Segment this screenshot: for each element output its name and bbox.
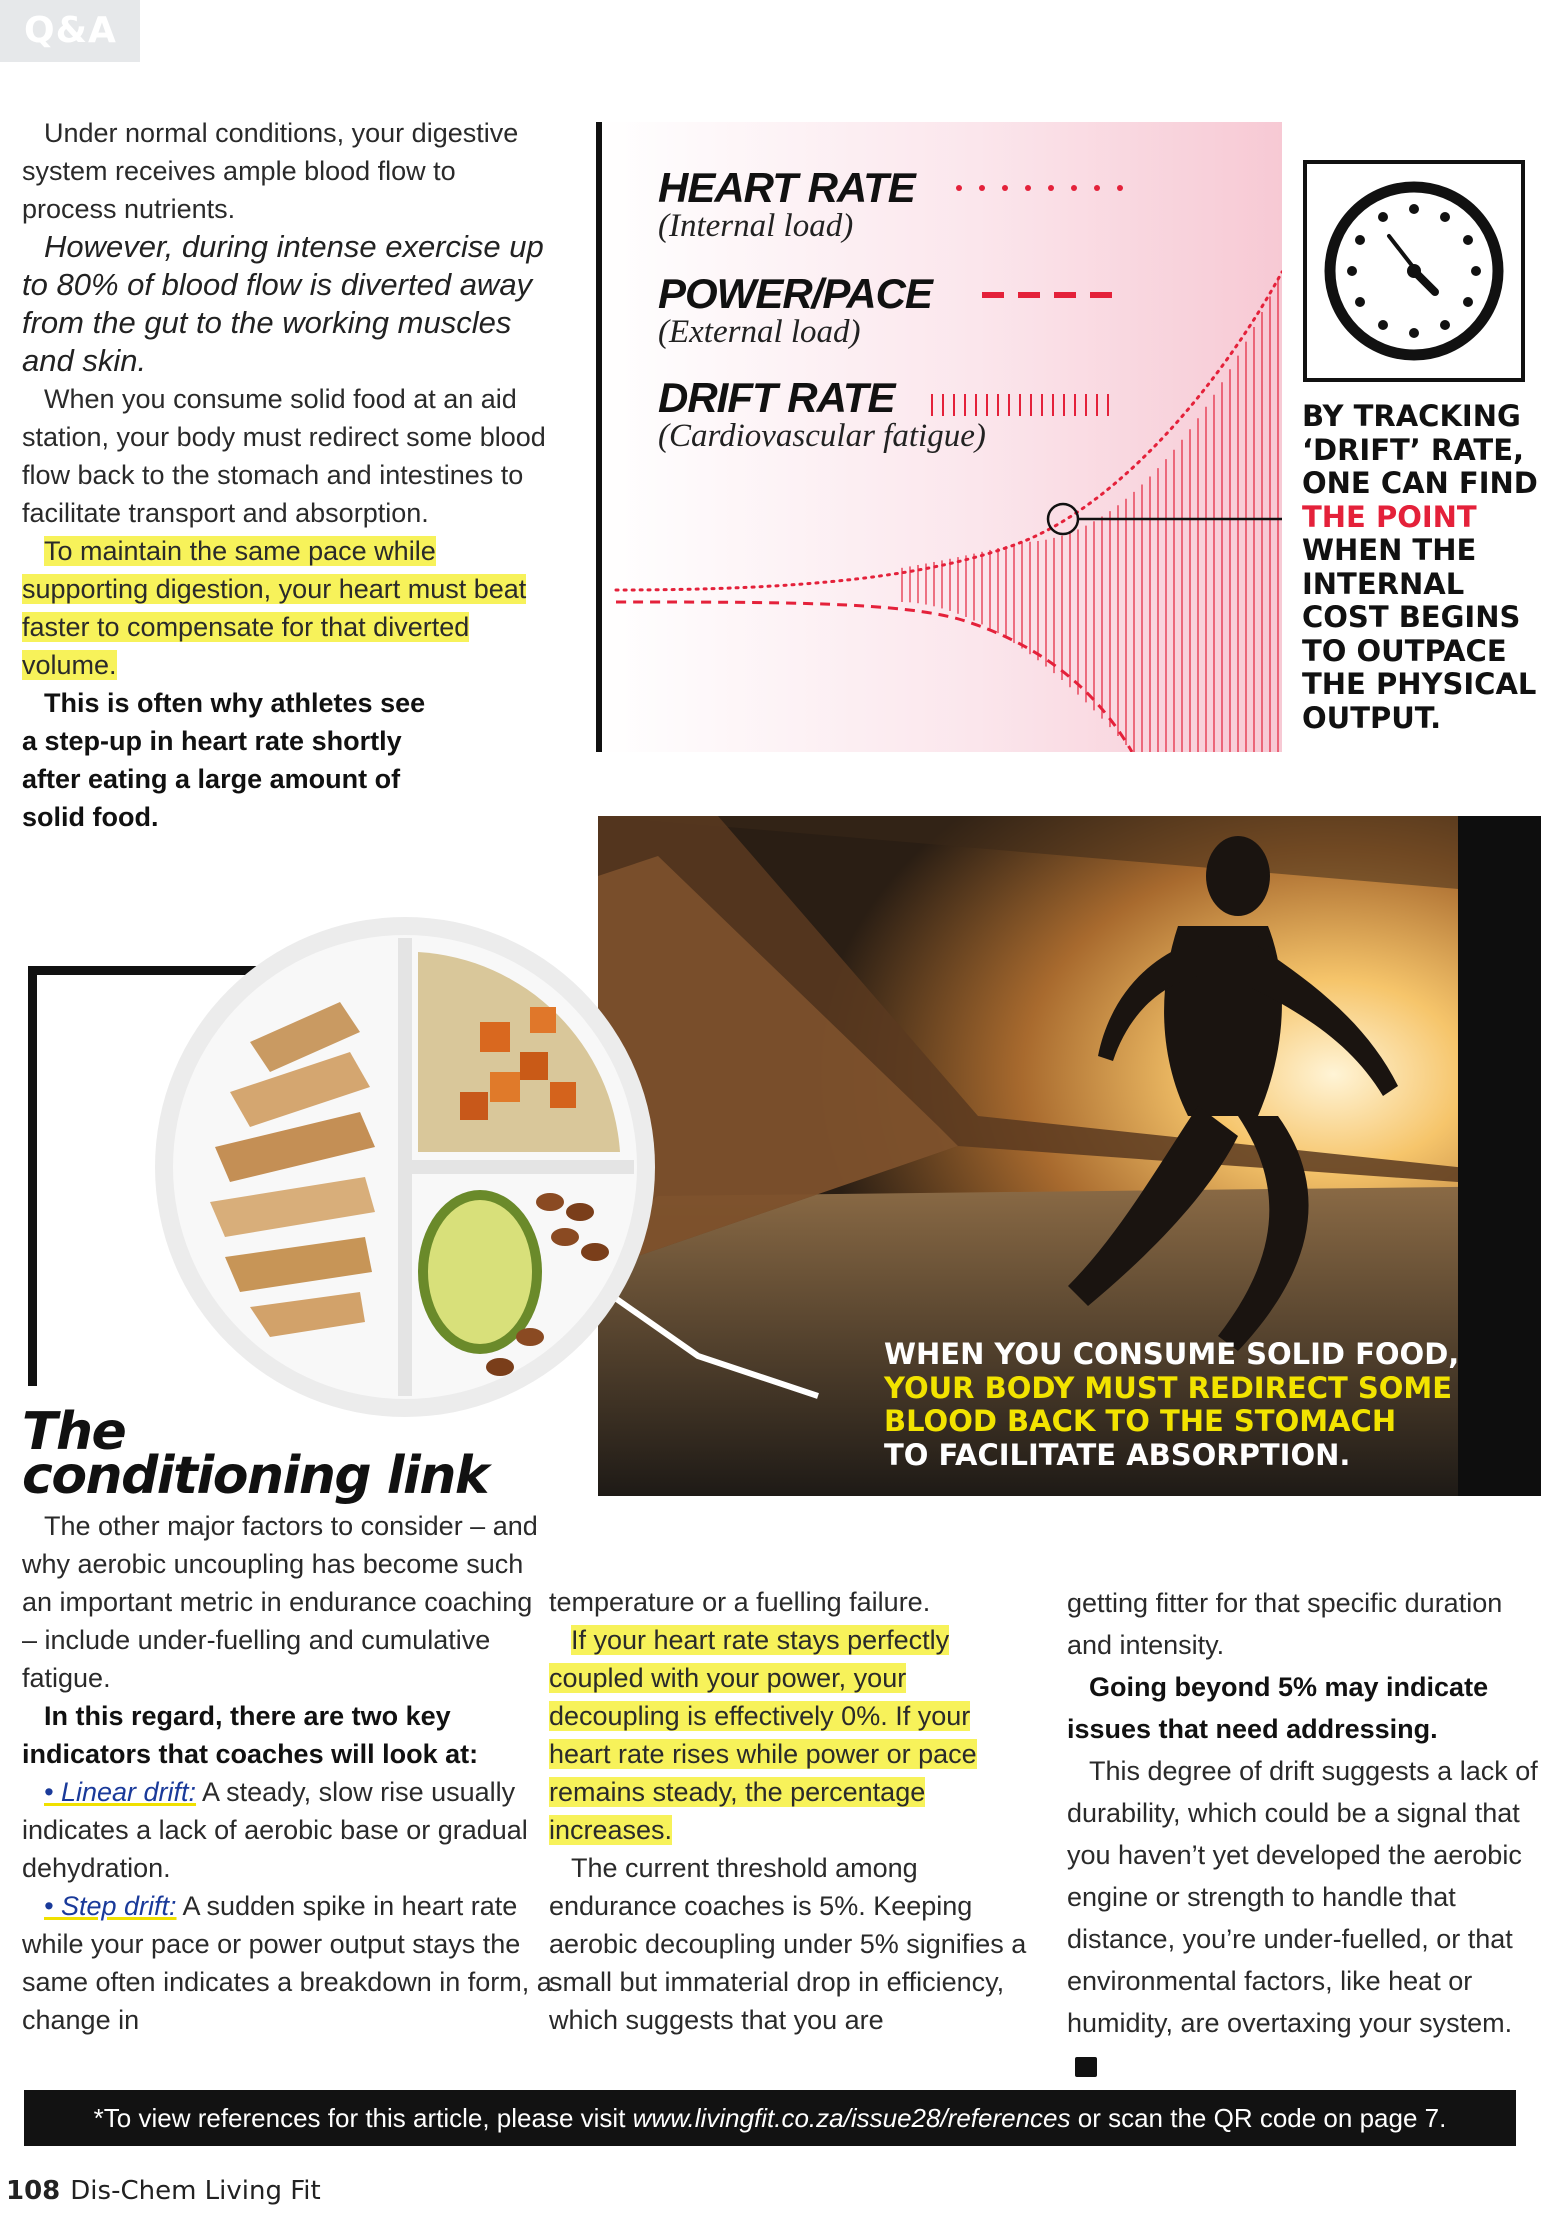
step-drift-label: • Step drift: bbox=[44, 1891, 177, 1921]
step-drift-item bbox=[22, 1887, 552, 2039]
page-footer bbox=[6, 2176, 321, 2206]
legend-drift-rate-title: DRIFT RATE bbox=[658, 374, 895, 421]
right-paragraph-3 bbox=[1067, 1750, 1542, 2086]
left-paragraph-1: The other major factors to consider – and why aerobic uncoupling has become such an important metric in endurance coaching – include under-fuelling and cumulative fatigue. bbox=[22, 1511, 538, 1693]
references-pre: *To view references for this article, please visit bbox=[93, 2103, 633, 2133]
step-drift-text: A sudden spike in heart rate while your pace or power output stays the same often indicates a breakdown in form, a change in bbox=[22, 1891, 552, 2035]
food-plate-illustration bbox=[150, 912, 660, 1422]
linear-drift-label: • Linear drift: bbox=[44, 1777, 197, 1807]
intro-highlight-paragraph bbox=[22, 532, 552, 684]
photo-caption-yellow: YOUR BODY MUST REDIRECT SOME BLOOD BACK TO THE STOMACH bbox=[884, 1370, 1453, 1438]
legend-heart-rate-title: HEART RATE bbox=[658, 164, 915, 211]
drift-callout-line1: BY TRACKING ‘DRIFT’ RATE, ONE CAN FIND bbox=[1302, 399, 1538, 500]
intro-bold-paragraph: This is often why athletes see a step-up in heart rate shortly after eating a large amount of solid food. bbox=[22, 688, 426, 832]
section-tag-label: Q&A bbox=[24, 10, 117, 51]
legend-power-pace-title: POWER/PACE bbox=[658, 270, 932, 317]
right-bold-paragraph: Going beyond 5% may indicate issues that need addressing. bbox=[1067, 1672, 1489, 1744]
intro-pull-paragraph: However, during intense exercise up to 80% of blood flow is diverted away from the gut to the working muscles and skin. bbox=[22, 229, 544, 378]
mid-highlight-text: If your heart rate stays perfectly coupled with your power, your decoupling is effectively 0%. If your heart rate rises while power or pace remains steady, the percentage increases. bbox=[549, 1625, 977, 1845]
middle-column bbox=[549, 1583, 1029, 2039]
mid-paragraph-3: The current threshold among endurance coaches is 5%. Keeping aerobic decoupling under 5% signifies a small but immaterial drop in efficiency, which suggests that you are bbox=[549, 1853, 1027, 2035]
references-bar bbox=[24, 2090, 1516, 2146]
section-title-line2: conditioning link bbox=[22, 1446, 488, 1506]
right-paragraph-1: getting fitter for that specific duration and intensity. bbox=[1067, 1588, 1503, 1660]
intro-column bbox=[22, 114, 552, 836]
intro-paragraph-3: When you consume solid food at an aid station, your body must redirect some blood flow back to the stomach and intestines to facilitate transport and absorption. bbox=[22, 384, 546, 528]
end-mark-badge: LF bbox=[1075, 2057, 1097, 2077]
clock-icon-box bbox=[1303, 160, 1525, 382]
intro-highlight-text: To maintain the same pace while supporting digestion, your heart must beat faster to compensate for that diverted volume. bbox=[22, 536, 527, 680]
publication-name: Dis-Chem Living Fit bbox=[70, 2176, 321, 2206]
drift-callout-red: THE POINT bbox=[1302, 499, 1477, 534]
drift-callout-line2: WHEN THE INTERNAL COST BEGINS TO OUTPACE THE PHYSICAL OUTPUT. bbox=[1302, 533, 1537, 735]
drift-callout bbox=[1302, 400, 1542, 735]
section-title bbox=[22, 1402, 488, 1506]
left-column bbox=[22, 1507, 552, 2039]
mid-highlight-paragraph bbox=[549, 1621, 1029, 1849]
legend-power-pace-subtitle: (External load) bbox=[658, 314, 861, 350]
left-bold-paragraph: In this regard, there are two key indicators that coaches will look at: bbox=[22, 1701, 479, 1769]
legend-heart-rate-subtitle: (Internal load) bbox=[658, 208, 854, 244]
legend-drift-rate bbox=[658, 374, 986, 455]
references-url[interactable]: www.livingfit.co.za/issue28/references bbox=[632, 2103, 1071, 2133]
linear-drift-item bbox=[22, 1773, 552, 1887]
legend-drift-rate-subtitle: (Cardiovascular fatigue) bbox=[658, 418, 986, 454]
photo-caption-white1: WHEN YOU CONSUME SOLID FOOD, bbox=[884, 1337, 1460, 1371]
linear-drift-text: A steady, slow rise usually indicates a lack of aerobic base or gradual dehydration. bbox=[22, 1777, 528, 1883]
section-title-line1: The bbox=[22, 1402, 126, 1462]
photo-caption-white2: TO FACILITATE ABSORPTION. bbox=[884, 1437, 1351, 1472]
right-paragraph-3-text: This degree of drift suggests a lack of durability, which could be a signal that you haven’t yet developed the aerobic engine or strength to handle that distance, you’re under-fuelled, or that environmental factors, like heat or humidity, are overtaxing your system. bbox=[1067, 1756, 1538, 2038]
references-post: or scan the QR code on page 7. bbox=[1070, 2103, 1447, 2133]
clock-icon bbox=[1307, 164, 1521, 378]
page-number: 108 bbox=[6, 2176, 61, 2206]
legend-power-pace bbox=[658, 270, 932, 351]
legend-heart-rate bbox=[658, 164, 915, 245]
intro-paragraph-1: Under normal conditions, your digestive system receives ample blood flow to process nutrients. bbox=[22, 118, 519, 224]
photo-caption bbox=[884, 1338, 1524, 1472]
mid-paragraph-1: temperature or a fuelling failure. bbox=[549, 1587, 931, 1617]
drift-chart bbox=[596, 122, 1276, 752]
right-column bbox=[1067, 1582, 1542, 2086]
section-tag bbox=[0, 0, 140, 62]
